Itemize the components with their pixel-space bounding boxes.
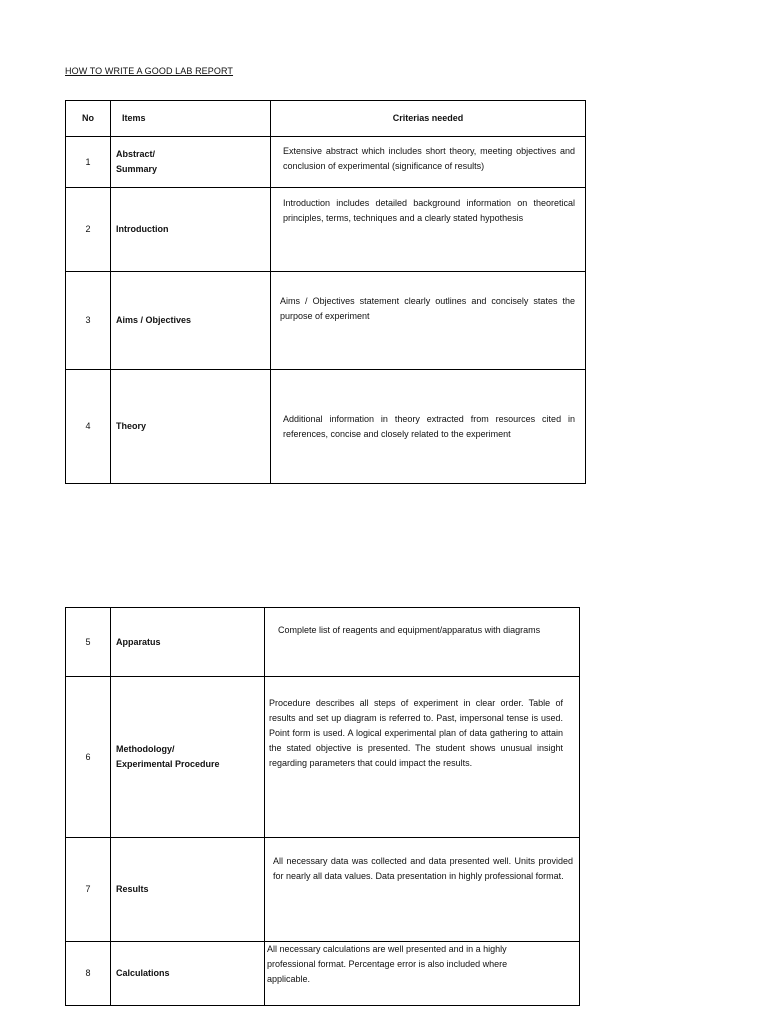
row-item-line: Methodology/ <box>116 744 175 754</box>
row-criteria <box>271 370 586 484</box>
row-criteria <box>265 608 580 677</box>
row-item <box>111 677 265 838</box>
row-item <box>111 942 265 1006</box>
document-title: HOW TO WRITE A GOOD LAB REPORT <box>65 66 234 76</box>
row-criteria <box>265 942 580 1006</box>
row-item-line: Results <box>116 884 149 894</box>
row-item <box>111 370 271 484</box>
row-criteria <box>265 677 580 838</box>
row-criteria <box>271 272 586 370</box>
row-item <box>111 137 271 188</box>
row-number: 5 <box>66 608 111 677</box>
row-item <box>111 188 271 272</box>
row-number: 3 <box>66 272 111 370</box>
row-item <box>111 272 271 370</box>
table-row <box>66 838 580 942</box>
header-criteria: Criterias needed <box>271 101 586 137</box>
row-item-line: Summary <box>116 164 158 174</box>
row-number: 4 <box>66 370 111 484</box>
row-criteria <box>265 838 580 942</box>
criteria-text: All necessary data was collected and data presented well. Units provided for nearly all data values. Data presentation in highly professional format. <box>273 856 573 881</box>
criteria-table-part-2 <box>65 607 580 1006</box>
table-row <box>66 188 586 272</box>
table-row <box>66 137 586 188</box>
row-number: 6 <box>66 677 111 838</box>
table-header-row <box>66 101 586 137</box>
row-criteria <box>271 137 586 188</box>
row-number: 1 <box>66 137 111 188</box>
table-row <box>66 942 580 1006</box>
table-row <box>66 608 580 677</box>
table-row <box>66 272 586 370</box>
criteria-text: All necessary calculations are well presented and in a highly professional format. Percentage error is also included where applicable. <box>267 944 508 984</box>
row-item-line: Abstract/ <box>116 149 156 159</box>
row-criteria <box>271 188 586 272</box>
criteria-text: Introduction includes detailed background information on theoretical principles, terms, techniques and a clearly stated hypothesis <box>283 198 575 223</box>
row-item-line: Theory <box>116 421 147 431</box>
row-item <box>111 608 265 677</box>
row-item <box>111 838 265 942</box>
row-item-line: Apparatus <box>116 636 161 647</box>
row-item-line: Calculations <box>116 968 170 978</box>
criteria-text: Additional information in theory extracted from resources cited in references, concise and closely related to the experiment <box>283 413 575 439</box>
row-number: 8 <box>66 942 111 1006</box>
row-item-line: Aims / Objectives <box>116 315 192 325</box>
row-item-line: Introduction <box>116 224 169 234</box>
criteria-text: Procedure describes all steps of experiment in clear order. Table of results and set up diagram is referred to. Past, impersonal tense is used. Point form is used. A logical experimental plan of data gathering to attain the stated objective is presented. The student shows unusual insight regarding parameters that could impact the results. <box>269 698 563 768</box>
header-items: Items <box>111 101 271 137</box>
row-item-line: Experimental Procedure <box>116 759 220 769</box>
row-number: 7 <box>66 838 111 942</box>
table-row <box>66 677 580 838</box>
header-no: No <box>66 101 111 137</box>
criteria-text: Aims / Objectives statement clearly outlines and concisely states the purpose of experiment <box>280 296 575 321</box>
criteria-text: Complete list of reagents and equipment/apparatus with diagrams <box>278 625 541 635</box>
criteria-text: Extensive abstract which includes short theory, meeting objectives and conclusion of experimental (significance of results) <box>283 146 575 171</box>
criteria-table-part-1 <box>65 100 586 484</box>
table-row <box>66 370 586 484</box>
row-number: 2 <box>66 188 111 272</box>
